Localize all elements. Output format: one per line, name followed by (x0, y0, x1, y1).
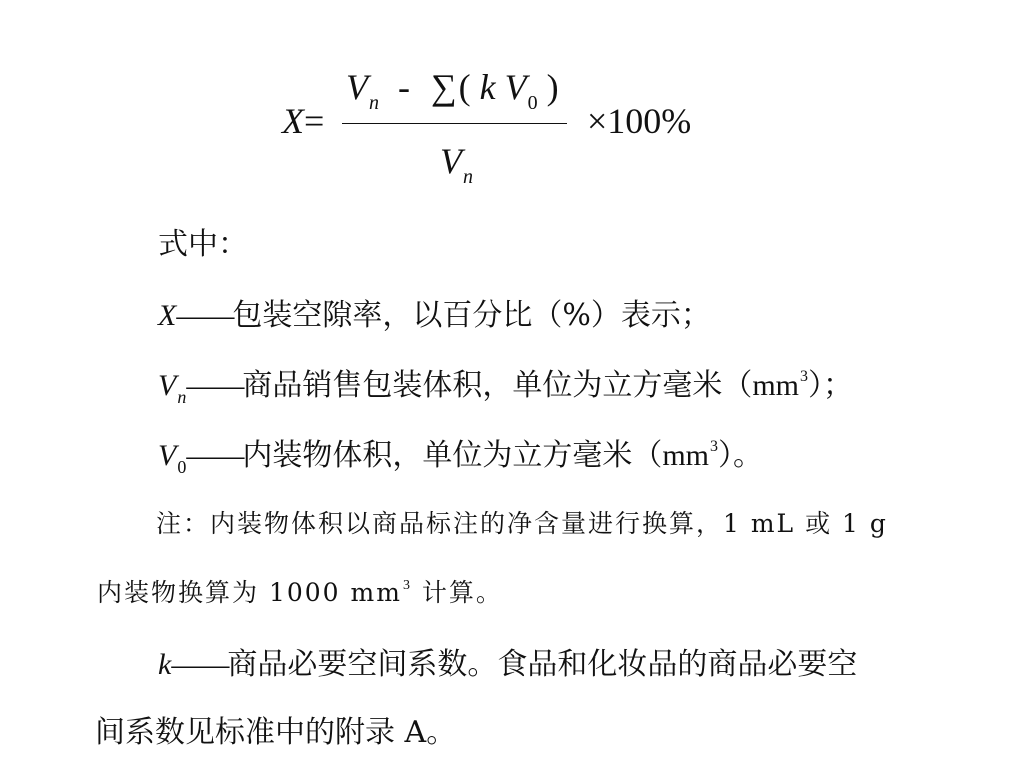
def-v0-text-after: ）。 (718, 438, 763, 473)
formula-numerator (346, 66, 559, 114)
fraction-bar (342, 123, 567, 124)
formula-multiplier: ×100% (587, 101, 692, 141)
def-vn-text-before: 商品销售包装体积，单位为立方毫米（ (242, 368, 753, 403)
definition-v0 (158, 436, 763, 481)
numerator-v: V (346, 67, 368, 107)
def-vn-unit-sup: 3 (800, 368, 808, 385)
def-vn-symbol: V (158, 369, 177, 402)
formula-denominator (440, 140, 473, 188)
def-x-symbol: X (158, 299, 177, 332)
numerator-v-sub: n (369, 92, 379, 114)
def-v0-dash: —— (186, 439, 243, 472)
def-v0-unit: mm (662, 439, 709, 472)
denominator-v-sub: n (463, 166, 473, 188)
def-k-symbol: k (158, 648, 172, 681)
numerator-v0-sub: 0 (527, 92, 538, 114)
def-v0-text-before: 内装物体积，单位为立方毫米（ (242, 438, 663, 473)
numerator-minus: - (398, 67, 410, 107)
def-x-text: 包装空隙率，以百分比（%）表示； (232, 298, 711, 333)
denominator-v: V (440, 141, 462, 181)
numerator-k: k (479, 67, 496, 107)
where-label: 式中： (158, 227, 248, 262)
note-line-2 (97, 576, 503, 615)
def-vn-unit: mm (752, 369, 799, 402)
def-vn-dash: —— (186, 369, 243, 402)
definition-vn (158, 366, 853, 411)
note-line-2-sup: 3 (402, 578, 412, 593)
def-k-dash: —— (171, 648, 228, 681)
definition-k-line-2: 间系数见标准中的附录 A。 (95, 715, 457, 750)
formula-lhs (282, 100, 324, 142)
numerator-sigma: ∑ (431, 67, 457, 107)
note-line-2-after: 计算。 (411, 578, 503, 607)
def-v0-unit-sup: 3 (710, 438, 718, 455)
note-line-2-before: 内装物换算为 1000 mm (97, 578, 402, 607)
def-vn-text-after: ）； (808, 368, 853, 403)
def-v0-sub: 0 (177, 457, 187, 477)
def-vn-sub: n (177, 387, 187, 407)
numerator-lparen: ( (458, 67, 471, 107)
numerator-v0: V (504, 67, 527, 107)
def-k-line-1: 商品必要空间系数。食品和化妆品的商品必要空 (227, 647, 858, 682)
formula (0, 0, 1019, 200)
definition-x (158, 296, 711, 336)
formula-x: X (282, 101, 304, 141)
numerator-rparen: ) (546, 67, 559, 107)
def-v0-symbol: V (158, 439, 177, 472)
note-line-1: 注：内装物体积以商品标注的净含量进行换算，1 mL 或 1 g (156, 509, 888, 538)
definition-k (158, 645, 857, 685)
formula-equals: = (304, 101, 325, 141)
def-x-dash: —— (176, 299, 233, 332)
